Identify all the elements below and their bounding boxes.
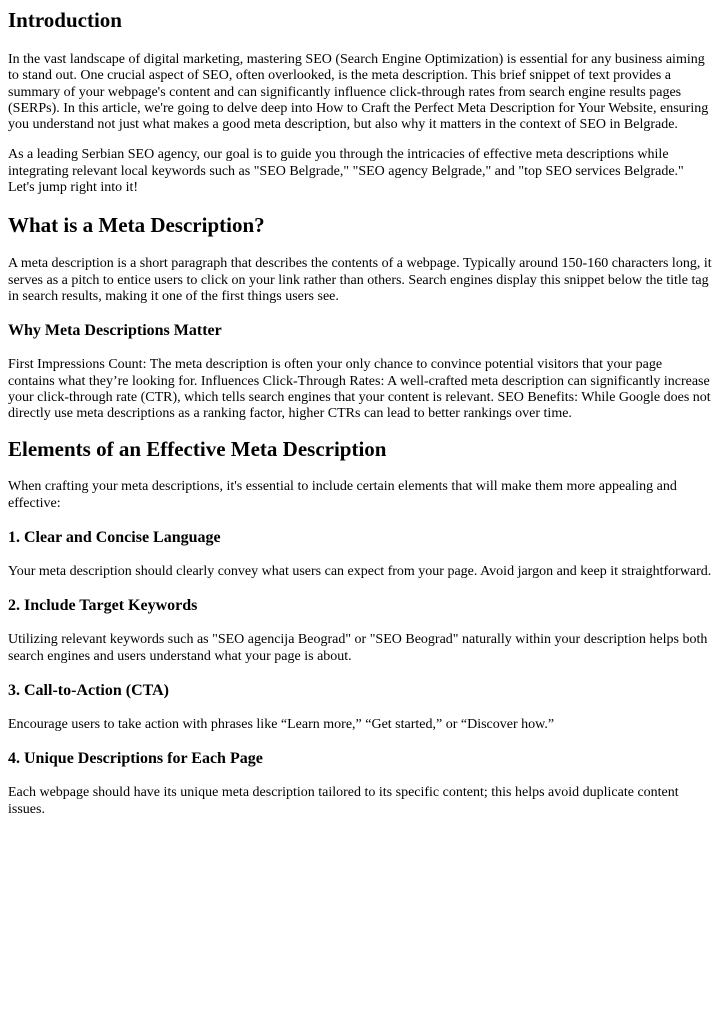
heading-unique-descriptions: 4. Unique Descriptions for Each Page (8, 750, 263, 768)
heading-introduction: Introduction (8, 8, 122, 32)
heading-clear-concise-language: 1. Clear and Concise Language (8, 529, 221, 547)
paragraph-call-to-action: Encourage users to take action with phrases like “Learn more,” “Get started,” or “Discover how.” (8, 716, 555, 732)
paragraph-unique-descriptions: Each webpage should have its unique meta description tailored to its specific content; this helps avoid duplicate content issues. (8, 785, 679, 817)
heading-include-target-keywords: 2. Include Target Keywords (8, 597, 198, 615)
heading-what-is-meta-description: What is a Meta Description? (8, 213, 265, 238)
paragraph-elements-intro: When crafting your meta descriptions, it's essential to include certain elements that will make them more appealing and effective: (8, 479, 677, 511)
paragraph-introduction-1: In the vast landscape of digital marketing, mastering SEO (Search Engine Optimization) is essential for any business aiming to stand out. One crucial aspect of SEO, often overlooked, is the meta description. This brief snippet of text provides a summary of your webpage's content and can significantly influence click-through rates from search engine results pages (SERPs). In this article, we're going to delve deep into How to Craft the Perfect Meta Description for Your Website, ensuring you understand not just what makes a good meta description, but also why it matters in the context of SEO in Belgrade. (8, 52, 709, 133)
paragraph-what-is-meta-description: A meta description is a short paragraph that describes the contents of a webpage. Typically around 150-160 characters long, it serves as a pitch to entice users to click on your link rather than others. Search engines display this snippet below the title tag in search results, making it one of the first things users see. (8, 256, 712, 304)
paragraph-introduction-2: As a leading Serbian SEO agency, our goal is to guide you through the intricacies of effective meta descriptions while integrating relevant local keywords such as "SEO Belgrade," "SEO agency Belgrade," and "top SEO services Belgrade." Let's jump right into it! (8, 147, 684, 196)
heading-call-to-action: 3. Call-to-Action (CTA) (8, 681, 170, 699)
heading-elements-effective-meta-description: Elements of an Effective Meta Description (8, 437, 387, 462)
paragraph-include-target-keywords: Utilizing relevant keywords such as "SEO agencija Beograd" or "SEO Beograd" naturally within your description helps both search engines and users understand what your page is about. (8, 632, 708, 664)
paragraph-why-meta-descriptions-matter: First Impressions Count: The meta description is often your only chance to convince potential visitors that your page contains what they’re looking for. Influences Click-Through Rates: A well-crafted meta description can significantly increase your click-through rate (CTR), which tells search engines that your content is relevant. SEO Benefits: While Google does not directly use meta descriptions as a ranking factor, higher CTRs can lead to better rankings over time. (8, 357, 711, 422)
heading-why-meta-descriptions-matter: Why Meta Descriptions Matter (8, 322, 222, 340)
paragraph-clear-concise-language: Your meta description should clearly convey what users can expect from your page. Avoid jargon and keep it straightforward. (8, 564, 712, 580)
